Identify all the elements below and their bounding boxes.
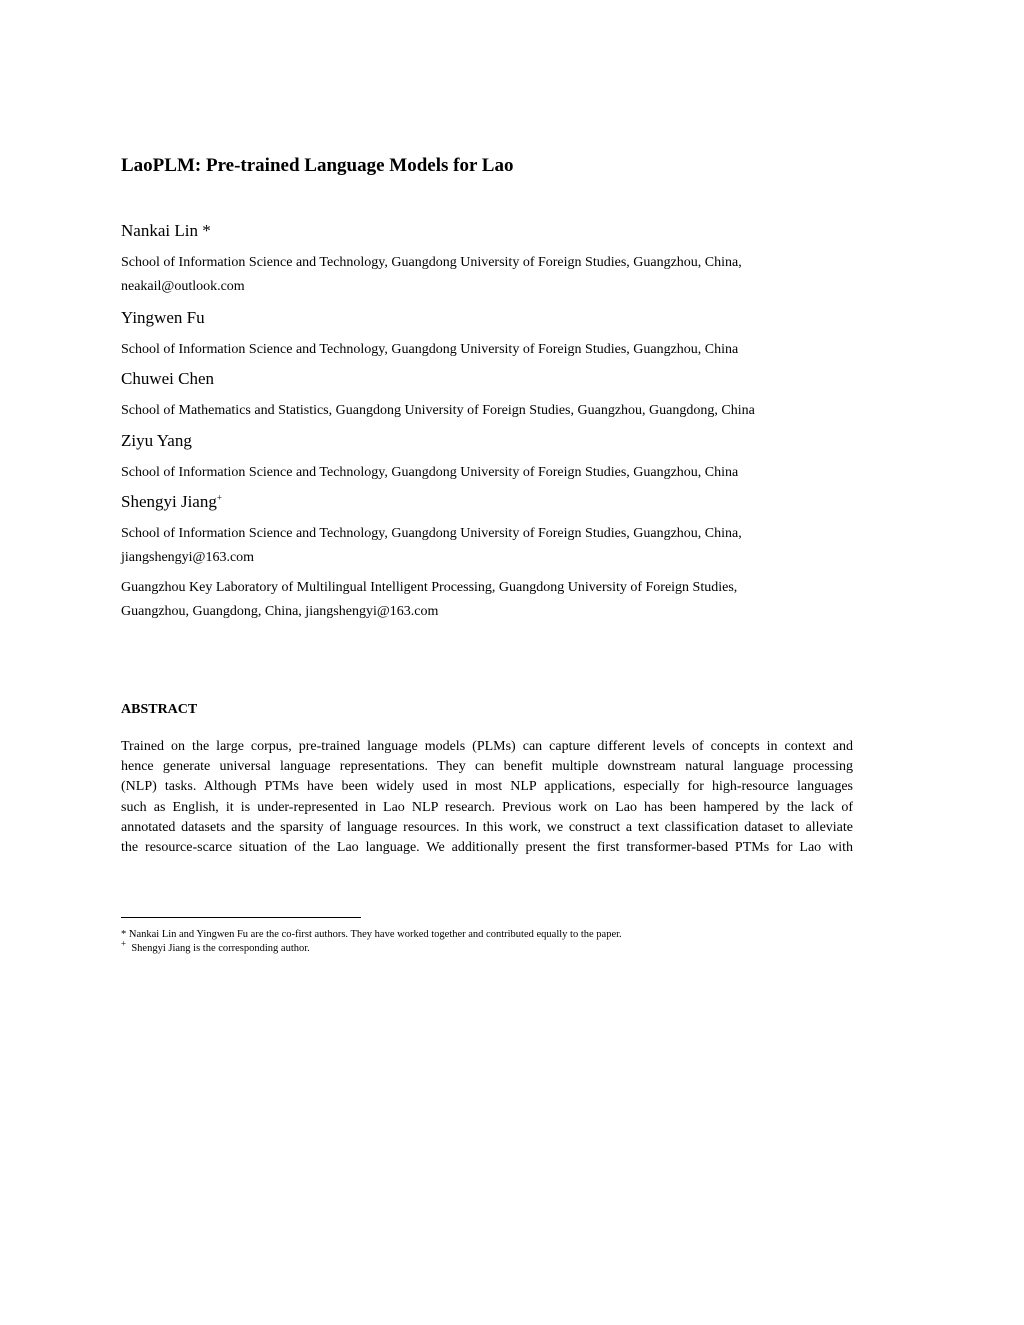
- author-name-2: Yingwen Fu: [121, 308, 205, 327]
- paper-title: LaoPLM: Pre-trained Language Models for Lao: [121, 155, 514, 176]
- author-name-1: [121, 221, 211, 241]
- author-name-4: Ziyu Yang: [121, 431, 192, 450]
- footnote-text: Nankai Lin and Yingwen Fu are the co-first authors. They have worked together and contributed equally to the paper.: [128, 929, 622, 940]
- author-affiliation-5: [121, 522, 742, 624]
- footnote-text: Shengyi Jiang is the corresponding author.: [131, 943, 310, 954]
- author-affiliation-3: [121, 399, 755, 423]
- abstract-line: the resource-scarce situation of the Lao language. We additionally present the first transformer-based PTMs for Lao with: [121, 840, 853, 856]
- author-name-3: Chuwei Chen: [121, 369, 215, 388]
- affiliation-line: School of Information Science and Technology, Guangdong University of Foreign Studies, Guangzhou, China,: [121, 526, 742, 541]
- abstract-line: hence generate universal language representations. They can benefit multiple downstream natural language processing: [121, 759, 853, 775]
- affiliation-email: jiangshengyi@163.com: [121, 550, 255, 565]
- affiliation-line: School of Information Science and Technology, Guangdong University of Foreign Studies, Guangzhou, China,: [121, 255, 742, 270]
- affiliation-line: School of Mathematics and Statistics, Guangdong University of Foreign Studies, Guangzhou, Guangdong, China: [121, 403, 755, 418]
- affiliation-line: School of Information Science and Technology, Guangdong University of Foreign Studies, Guangzhou, China: [121, 465, 739, 480]
- abstract-heading: ABSTRACT: [121, 702, 198, 717]
- author-name-text: Shengyi Jiang: [121, 492, 217, 511]
- abstract-line: such as English, it is under-represented in Lao NLP research. Previous work on Lao has been hampered by the lack of: [121, 799, 853, 815]
- author-mark: +: [216, 492, 222, 503]
- author-affiliation-1: [121, 251, 742, 299]
- affiliation-email: neakail@outlook.com: [121, 279, 245, 294]
- abstract-line: Trained on the large corpus, pre-trained language models (PLMs) can capture different levels of concepts in context and: [121, 739, 853, 754]
- footnote-mark: +: [121, 938, 127, 949]
- footnote-mark: *: [121, 929, 127, 940]
- footnote-2: [121, 938, 310, 954]
- affiliation-line: Guangzhou Key Laboratory of Multilingual Intelligent Processing, Guangdong University of Foreign Studies,: [121, 580, 738, 595]
- author-name-text: Nankai Lin: [121, 221, 198, 240]
- affiliation-line: School of Information Science and Technology, Guangdong University of Foreign Studies, Guangzhou, China: [121, 342, 739, 357]
- author-name-5: [121, 492, 222, 512]
- author-mark: *: [202, 221, 211, 240]
- abstract-line: annotated datasets and the sparsity of language resources. In this work, we construct a text classification dataset to alleviate: [121, 819, 853, 835]
- author-affiliation-4: [121, 461, 738, 485]
- affiliation-line: Guangzhou, Guangdong, China, jiangshengyi@163.com: [121, 604, 439, 619]
- abstract-body: [121, 737, 853, 858]
- footnote-1: [121, 929, 622, 940]
- footnote-divider: [121, 917, 361, 918]
- abstract-line: (NLP) tasks. Although PTMs have been widely used in most NLP applications, especially for high-resource languages: [121, 779, 853, 795]
- author-affiliation-2: [121, 338, 738, 362]
